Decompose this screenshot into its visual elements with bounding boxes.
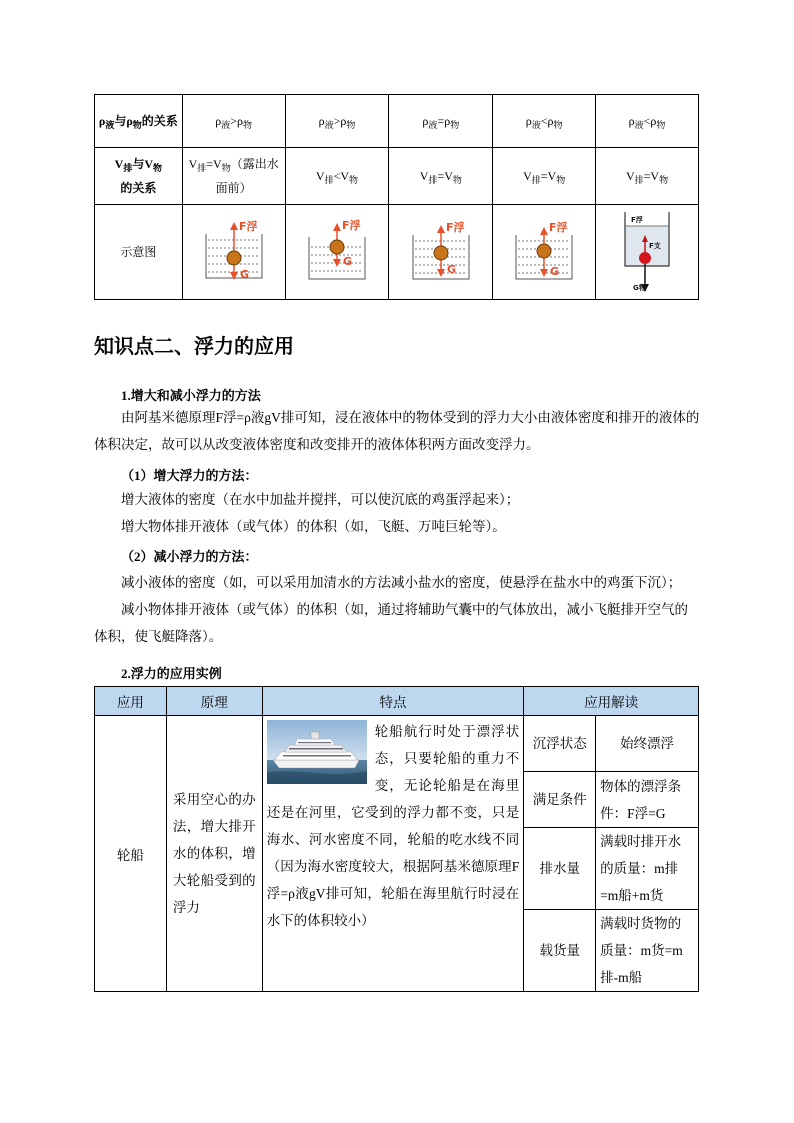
label-g: G [550, 265, 560, 278]
interp-value: 始终漂浮 [596, 716, 699, 772]
column-header: 应用解读 [524, 687, 699, 716]
diagram-floating [305, 217, 369, 283]
paragraph: 减小物体排开液体（或气体）的体积（如，通过将辅助气囊中的气体放出，减小飞艇排开空气的体积，使飞艇降落）。 [94, 602, 688, 644]
table-cell [182, 205, 285, 300]
paragraph: 减小液体的密度（如，可以采用加清水的方法减小盐水的密度，使悬浮在盐水中的鸡蛋下沉）； [121, 575, 682, 590]
row-header-volume: $V_排$与$V_物$ 的关系 [95, 148, 183, 205]
diagram-rising [202, 218, 266, 282]
interp-value: 满载时货物的质量：m货=m排-m船 [596, 910, 699, 992]
density-comparison-table [94, 94, 699, 300]
table-row [95, 148, 699, 205]
row-header-density: $\rho_液$与$\rho_物$的关系 [95, 95, 183, 148]
table-cell: $\rho_液<\rho_物$ [493, 95, 596, 148]
subsection-title: 1.增大和减小浮力的方法 [121, 388, 261, 403]
table-cell: $\rho_液>\rho_物$ [182, 95, 285, 148]
label-f-support: F支 [649, 242, 661, 250]
label-f-buoyant: F浮 [549, 221, 568, 234]
table-cell [389, 205, 493, 300]
table-cell: $\rho_液>\rho_物$ [285, 95, 389, 148]
table-cell [596, 205, 699, 300]
diagram-suspended [409, 217, 473, 283]
table-row [95, 95, 699, 148]
interp-label: 满足条件 [524, 772, 596, 828]
interp-value: 满载时排开水的质量：m排=m船+m货 [596, 828, 699, 910]
subsection-title: 2.浮力的应用实例 [121, 666, 222, 681]
table-cell: $\rho_液=\rho_物$ [389, 95, 493, 148]
interp-label: 沉浮状态 [524, 716, 596, 772]
feature-text: 轮船航行时处于漂浮状态，只要轮船的重力不变，无论轮船是在海里还是在河里，它受到的浮力都不变，只是海水、河水密度不同，轮船的吃水线不同（因为海水密度较大，根据阿基米德原理F浮=ρ液gV排可知，轮船在海里航行时浸在水下的体积较小） [266, 724, 520, 928]
table-cell: $V_排=V_物$ [493, 148, 596, 205]
interp-label: 载货量 [524, 910, 596, 992]
label-g-object: G物 [633, 284, 646, 292]
label-g: G [239, 268, 249, 281]
subsection-title: （1）增大浮力的方法： [121, 468, 258, 483]
diagram-sinking [512, 217, 576, 283]
app-name-cell: 轮船 [95, 716, 167, 992]
interp-value: 物体的漂浮条件：F浮=G [596, 772, 699, 828]
table-cell [493, 205, 596, 300]
table-cell: $V_排=V_物$ [389, 148, 493, 205]
table-cell: $V_排=V_物$（露出水面前） [182, 148, 285, 205]
table-cell: $V_排<V_物$ [285, 148, 389, 205]
label-f-buoyant: F浮 [238, 220, 258, 233]
table-cell [285, 205, 389, 300]
label-g: G [446, 263, 456, 276]
table-row [95, 716, 699, 772]
label-f-buoyant: F浮 [631, 216, 643, 224]
label-f-buoyant: F浮 [341, 219, 361, 232]
cruise-ship-image [267, 720, 367, 784]
column-header: 原理 [166, 687, 262, 716]
principle-cell: 采用空心的办法，增大排开水的体积，增大轮船受到的浮力 [166, 716, 262, 992]
paragraph: 由阿基米德原理F浮=ρ液gV排可知，浸在液体中的物体受到的浮力大小由液体密度和排开的液体的体积决定，故可以从改变液体密度和改变排开的液体体积两方面改变浮力。 [94, 410, 700, 452]
row-header-diagram: 示意图 [95, 205, 183, 300]
paragraph: 增大物体排开液体（或气体）的体积（如，飞艇、万吨巨轮等）。 [121, 519, 506, 534]
interp-label: 排水量 [524, 828, 596, 910]
subsection-title: （2）减小浮力的方法： [121, 549, 258, 564]
label-g: G [342, 255, 353, 268]
paragraph: 增大液体的密度（在水中加盐并搅拌，可以使沉底的鸡蛋浮起来）； [121, 492, 520, 507]
column-header: 特点 [262, 687, 524, 716]
application-table [94, 686, 699, 992]
section-heading: 知识点二、浮力的应用 [94, 334, 294, 358]
table-cell: $\rho_液<\rho_物$ [596, 95, 699, 148]
diagram-bottom [615, 206, 679, 294]
label-f-buoyant: F浮 [445, 221, 465, 234]
table-header-row [95, 687, 699, 716]
column-header: 应用 [95, 687, 167, 716]
table-row [95, 205, 699, 300]
feature-cell [262, 716, 524, 992]
table-cell: $V_排=V_物$ [596, 148, 699, 205]
